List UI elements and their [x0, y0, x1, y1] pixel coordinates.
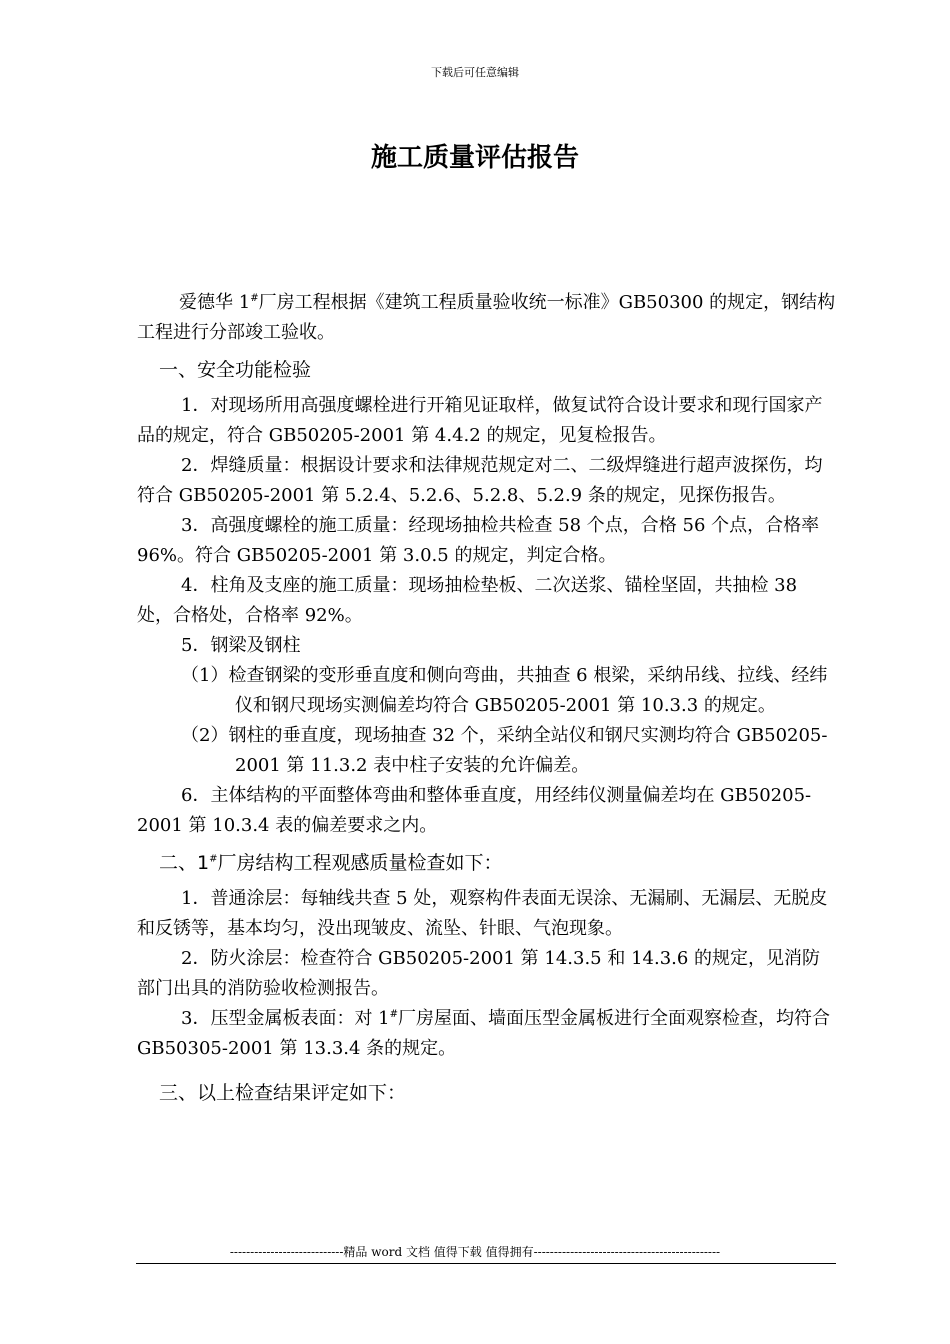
page-header-note: 下载后可任意编辑 [431, 66, 519, 79]
section1-item5: 5．钢梁及钢柱 [181, 635, 301, 656]
section1-item5-sub1: （1）检查钢梁的变形垂直度和侧向弯曲，共抽查 6 根梁，采纳吊线、拉线、经纬仪和钢尺现场实测偏差均符合 GB50205-2001 第 10.3.3 的规定。 [181, 665, 828, 716]
section2-item3-superscript: # [389, 1009, 399, 1020]
section2-heading-a: 二、1 [159, 852, 210, 874]
intro-text-b: 厂房工程根据《建筑工程质量验收统一标准》GB50300 的规定，钢结构工程进行分部竣工验收。 [137, 292, 836, 343]
section2-heading-superscript: # [209, 853, 218, 865]
section2-item1: 1．普通涂层：每轴线共查 5 处，观察构件表面无误涂、无漏刷、无漏层、无脱皮和反锈等，基本均匀，没出现皱皮、流坠、针眼、气泡现象。 [137, 888, 828, 939]
intro-text-a: 爱德华 1 [179, 292, 251, 313]
section2-item2: 2．防火涂层：检查符合 GB50205-2001 第 14.3.5 和 14.3.6 的规定，见消防部门出具的消防验收检测报告。 [137, 948, 821, 999]
section2-item3-b: 厂房屋面、墙面压型金属板进行全面观察检查，均符合 GB50305-2001 第 13.3.4 条的规定。 [137, 1008, 831, 1059]
section2-item3-a: 3．压型金属板表面：对 1 [181, 1008, 390, 1029]
document-title: 施工质量评估报告 [370, 143, 579, 173]
section2-item3 [137, 1004, 837, 1064]
intro-paragraph [137, 288, 837, 348]
section3-heading: 三、以上检查结果评定如下： [159, 1082, 407, 1104]
section1-item2: 2．焊缝质量：根据设计要求和法律规范规定对二、二级焊缝进行超声波探伤，均符合 GB50205-2001 第 5.2.4、5.2.6、5.2.8、5.2.9 条的规定，见探伤报告。 [137, 455, 823, 506]
section1-heading: 一、安全功能检验 [159, 359, 312, 381]
footer-rule [136, 1263, 836, 1264]
section1-item5-sub2: （2）钢柱的垂直度，现场抽查 32 个，采纳全站仪和钢尺实测均符合 GB50205-2001 第 11.3.2 表中柱子安装的允许偏差。 [181, 725, 828, 776]
document-body [137, 288, 837, 1114]
section1-item1: 1．对现场所用高强度螺栓进行开箱见证取样，做复试符合设计要求和现行国家产品的规定，符合 GB50205-2001 第 4.4.2 的规定，见复检报告。 [137, 395, 823, 446]
page-footer-note: ----------------------------精品 word 文档 值得下载 值得拥有---------------------------------------------- [229, 1245, 721, 1259]
section2-heading-b: 厂房结构工程观感质量检查如下： [217, 852, 503, 874]
section1-item3: 3．高强度螺栓的施工质量：经现场抽检共检查 58 个点，合格 56 个点，合格率 96%。符合 GB50205-2001 第 3.0.5 的规定，判定合格。 [137, 515, 820, 566]
section1-item6: 6．主体结构的平面整体弯曲和整体垂直度，用经纬仪测量偏差均在 GB50205-2001 第 10.3.4 表的偏差要求之内。 [137, 785, 812, 836]
section1-item4: 4．柱角及支座的施工质量：现场抽检垫板、二次送浆、锚栓坚固，共抽检 38 处，合格处，合格率 92%。 [137, 575, 798, 626]
intro-superscript: # [250, 293, 259, 304]
section2-heading [159, 848, 837, 878]
